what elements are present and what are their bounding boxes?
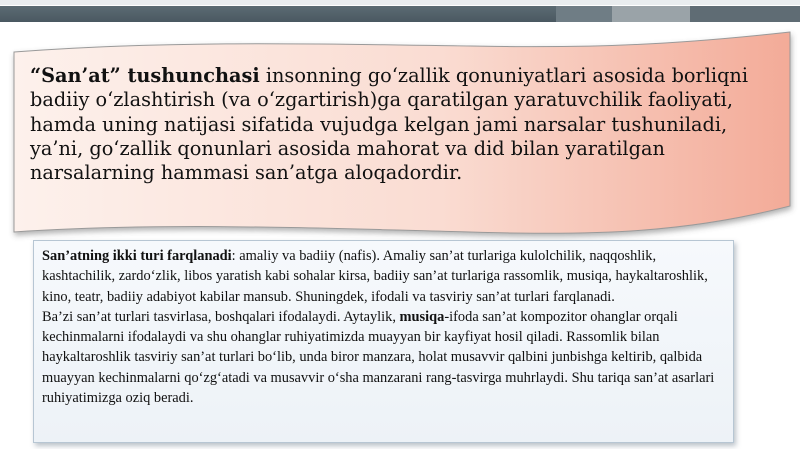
info-paragraph-1-text: : amaliy va badiiy (nafis). Amaliy san’at turlariga kulolchilik, naqqoshlik, kashtachilik, zardo‘zlik, libos yaratish kabi sohalar kirsa, badiiy san’at turlariga rassomlik, musiqa, haykaltaroshlik, kino, teatr, badiiy adabiyot kabilar mansub. Shuningdek, ifodali va tasviriy san’at turlari farqlanadi. <box>42 248 708 305</box>
info-heading: San’atning ikki turi farqlanadi <box>42 248 232 264</box>
definition-term: “San’at” tushunchasi <box>30 64 260 87</box>
definition-body: insonning go‘zallik qonuniyatlari asosida borliqni badiiy o‘zlashtirish (va o‘zgartirish)ga qaratilgan yaratuvchilik faoliyati, hamda uning natijasi sifatida vujudga kelgan jami narsalar tushuniladi, ya’ni, go‘zallik qonunlari asosida mahorat va did bilan yaratilgan narsalarning hammasi san’atga aloqadordir. <box>30 64 749 185</box>
info-paragraph <box>42 246 723 408</box>
info-keyword-musiqa: musiqa <box>399 308 445 325</box>
info-paragraph-2-text-a: Ba’zi san’at turlari tasvirlasa, boshqalari ifodalaydi. Aytaylik, <box>42 308 400 325</box>
info-paragraph-2-text-b: -ifoda san’at kompozitor ohanglar orqali kechinmalarni ifodalaydi va shu ohanglar ruhiyatimizda muayyan bir kayfiyat hosil qiladi. Rassomlik bilan haykaltaroshlik tasviriy san’at turlari bo‘lib, unda biror manzara, holat musavvir qalbini junbishga keltirib, qalbida muayyan kechinmalarni qo‘zg‘atadi va musavvir o‘sha manzarani rang-tasvirga muhrlaydi. Shu tariqa san’at asarlari ruhiyatimizga oziq beradi. <box>42 308 715 407</box>
info-text-box <box>33 240 734 443</box>
definition-text <box>30 64 775 185</box>
